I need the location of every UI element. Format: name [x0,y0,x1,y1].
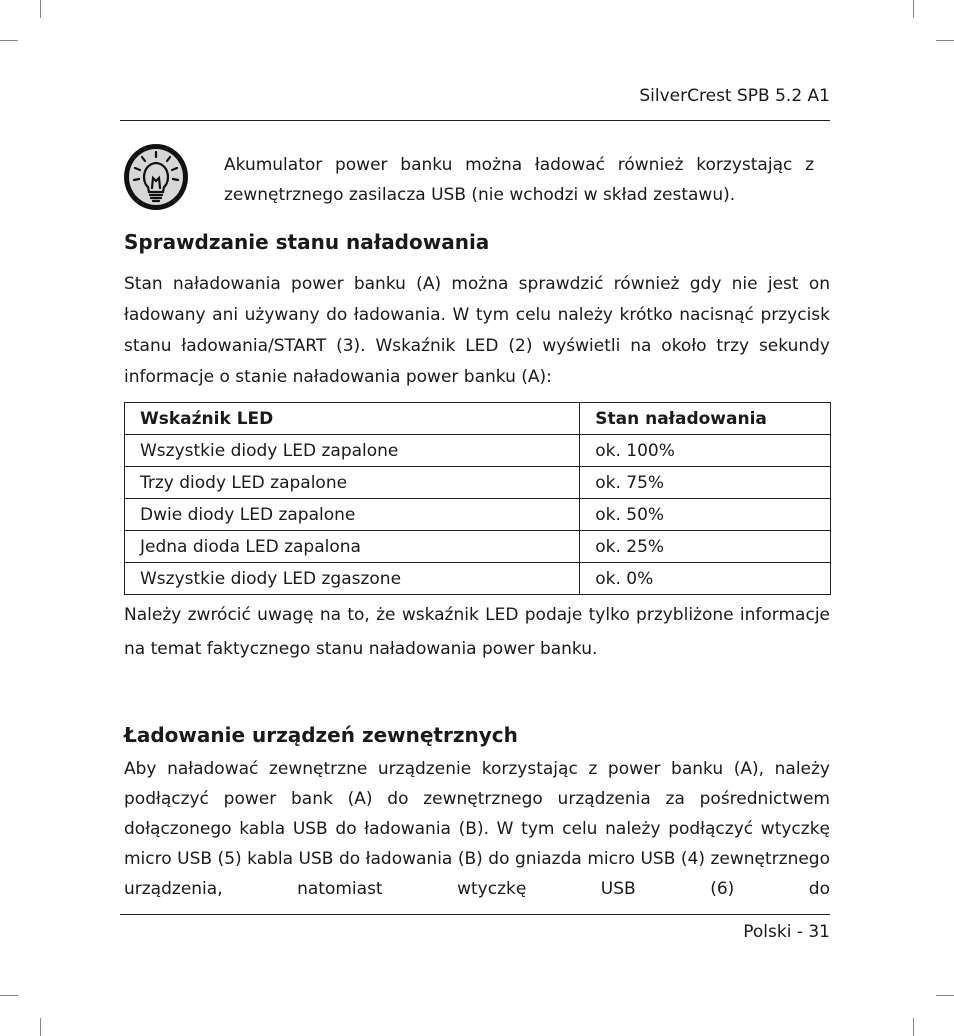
table-cell: ok. 25% [580,531,831,563]
note-paragraph: Należy zwrócić uwagę na to, że wskaźnik LED podaje tylko przybliżone informacje na temat faktycznego stanu naładowania power banku. [124,605,830,659]
table-cell: Jedna dioda LED zapalona [125,531,580,563]
footer-rule [120,914,830,915]
section-heading-charge-status: Sprawdzanie stanu naładowania [124,230,490,254]
header-rule [120,120,830,121]
table-header-cell: Wskaźnik LED [125,403,580,435]
table-cell: ok. 75% [580,467,831,499]
table-row [125,435,831,467]
crop-mark [936,995,954,996]
crop-mark [913,1018,914,1036]
crop-mark [40,1018,41,1036]
table-header-cell: Stan naładowania [580,403,831,435]
page-header-title: SilverCrest SPB 5.2 A1 [639,86,830,106]
page-number: Polski - 31 [743,922,830,942]
table-header-row [125,403,831,435]
table-row [125,499,831,531]
table-cell: ok. 100% [580,435,831,467]
table-row [125,531,831,563]
table-cell: ok. 50% [580,499,831,531]
table-cell: ok. 0% [580,563,831,595]
tip-text: Akumulator power banku można ładować również korzystając z zewnętrznego zasilacza USB (nie wchodzi w skład zestawu). [224,155,814,205]
led-status-table [124,402,831,595]
table-row [125,563,831,595]
lightbulb-icon [122,142,190,212]
table-cell: Trzy diody LED zapalone [125,467,580,499]
crop-mark [913,0,914,18]
table-row [125,467,831,499]
crop-mark [40,0,41,18]
section-heading-charging-devices: Ładowanie urządzeń zewnętrznych [124,723,518,747]
table-cell: Wszystkie diody LED zapalone [125,435,580,467]
crop-mark [0,995,18,996]
section-intro-paragraph: Stan naładowania power banku (A) można sprawdzić również gdy nie jest on ładowany ani używany do ładowania. W tym celu należy krótko nacisnąć przycisk stanu ładowania/START (3). Wskaźnik LED (2) wyświetli na około trzy sekundy informacje o stanie naładowania power banku (A): [124,274,830,387]
table-cell: Wszystkie diody LED zgaszone [125,563,580,595]
section-body-paragraph: Aby naładować zewnętrzne urządzenie korzystając z power banku (A), należy podłączyć power bank (A) do zewnętrznego urządzenia za pośrednictwem dołączonego kabla USB do ładowania (B). W tym celu należy podłączyć wtyczkę micro USB (5) kabla USB do ładowania (B) do gniazda micro USB (4) zewnętrznego urządzenia, natomiast wtyczkę USB (6) do [124,759,830,899]
crop-mark [936,40,954,41]
table-cell: Dwie diody LED zapalone [125,499,580,531]
crop-mark [0,40,18,41]
